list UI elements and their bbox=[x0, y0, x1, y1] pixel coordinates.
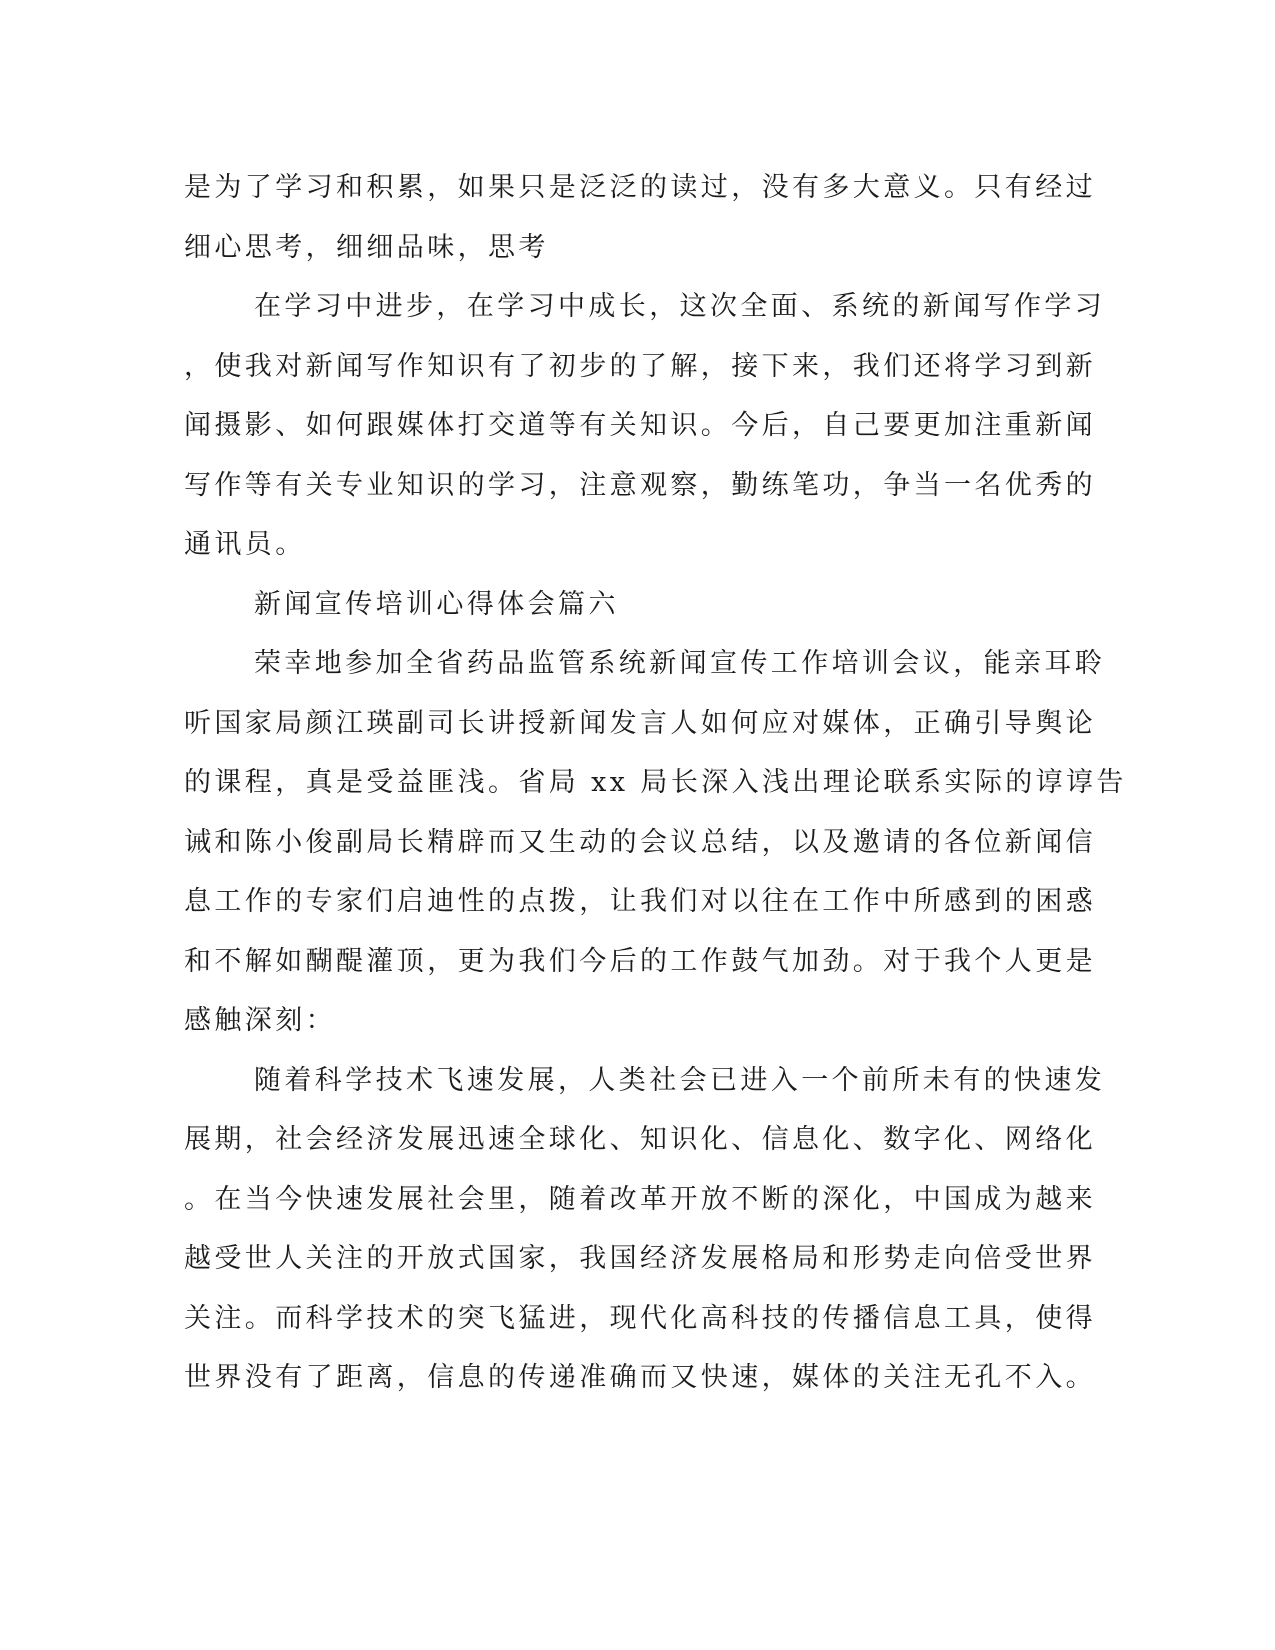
paragraph-start-line: 随着科学技术飞速发展，人类社会已进入一个前所未有的快速发 bbox=[254, 1064, 1106, 1096]
text-line: 的课程，真是受益匪浅。省局 xx 局长深入浅出理论联系实际的谆谆告 bbox=[184, 767, 1127, 798]
text-line: 细心思考，细细品味，思考 bbox=[184, 231, 549, 263]
text-line: 诫和陈小俊副局长精辟而又生动的会议总结，以及邀请的各位新闻信 bbox=[184, 826, 1096, 858]
paragraph-start-line: 荣幸地参加全省药品监管系统新闻宣传工作培训会议，能亲耳聆 bbox=[254, 648, 1106, 679]
text-line: 展期，社会经济发展迅速全球化、知识化、信息化、数字化、网络化 bbox=[184, 1124, 1096, 1155]
text-line: 。在当今快速发展社会里，随着改革开放不断的深化，中国成为越来 bbox=[184, 1183, 1096, 1215]
paragraph-start-line: 在学习中进步，在学习中成长，这次全面、系统的新闻写作学习 bbox=[254, 291, 1106, 322]
text-line: 世界没有了距离，信息的传递准确而又快速，媒体的关注无孔不入。 bbox=[184, 1362, 1096, 1393]
text-line: 息工作的专家们启迪性的点拨，让我们对以往在工作中所感到的困惑 bbox=[184, 886, 1096, 917]
text-line: 闻摄影、如何跟媒体打交道等有关知识。今后，自己要更加注重新闻 bbox=[184, 410, 1096, 441]
document-body bbox=[184, 158, 1127, 1408]
text-line: 感触深刻： bbox=[184, 1005, 336, 1036]
text-line: 关注。而科学技术的突飞猛进，现代化高科技的传播信息工具，使得 bbox=[184, 1302, 1096, 1334]
section-heading: 新闻宣传培训心得体会篇六 bbox=[254, 588, 619, 620]
text-line: 和不解如醐醍灌顶，更为我们今后的工作鼓气加劲。对于我个人更是 bbox=[184, 945, 1096, 977]
text-line: ，使我对新闻写作知识有了初步的了解，接下来，我们还将学习到新 bbox=[184, 350, 1096, 382]
text-line: 通讯员。 bbox=[184, 529, 306, 560]
text-line: 听国家局颜江瑛副司长讲授新闻发言人如何应对媒体，正确引导舆论 bbox=[184, 707, 1096, 739]
text-line: 是为了学习和积累，如果只是泛泛的读过，没有多大意义。只有经过 bbox=[184, 172, 1096, 203]
text-line: 越受世人关注的开放式国家，我国经济发展格局和形势走向倍受世界 bbox=[184, 1243, 1096, 1274]
text-line: 写作等有关专业知识的学习，注意观察，勤练笔功，争当一名优秀的 bbox=[184, 469, 1096, 501]
